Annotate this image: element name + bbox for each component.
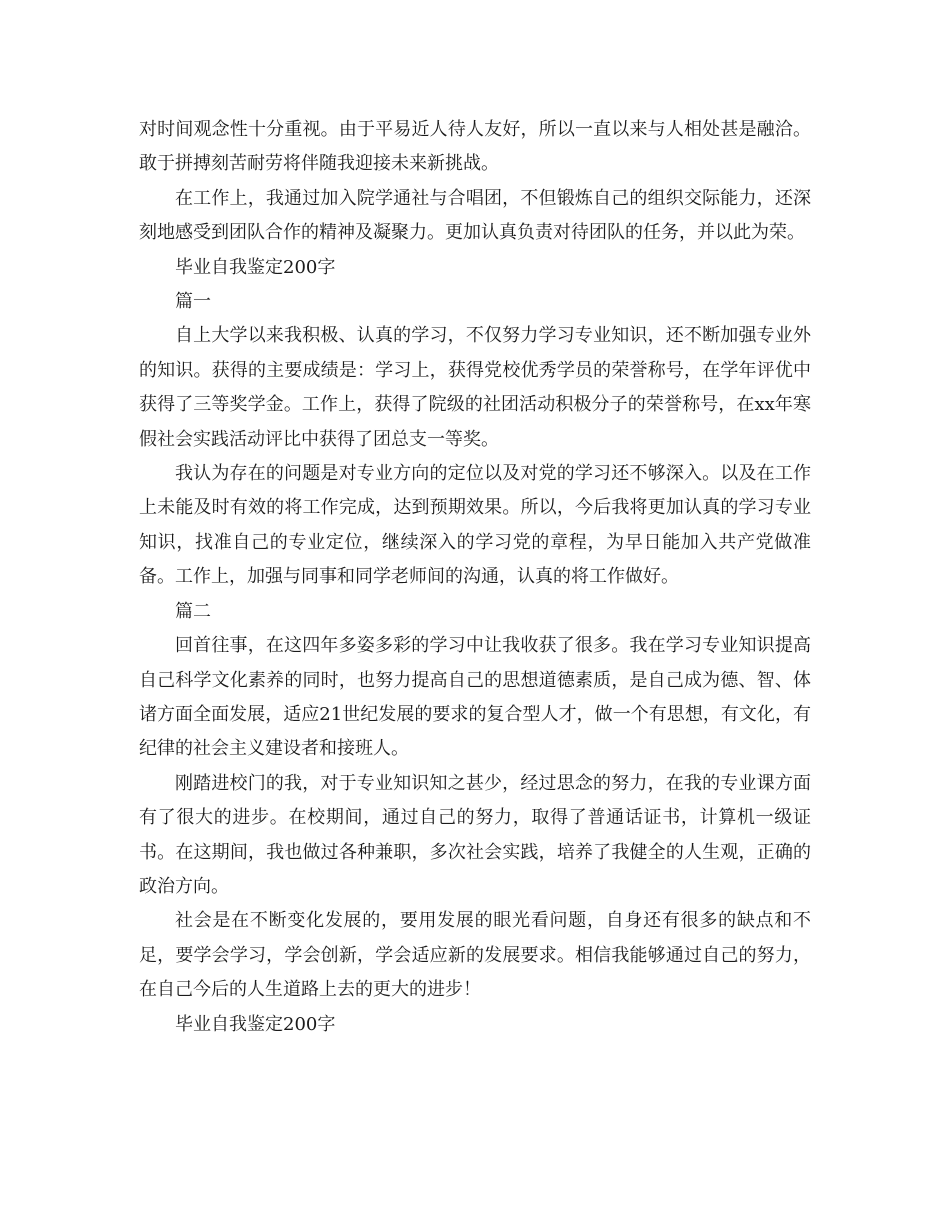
section-heading: 毕业自我鉴定200字 bbox=[175, 256, 336, 278]
paragraph-progress: 刚踏进校门的我，对于专业知识知之甚少，经过思念的努力，在我的专业课方面有了很大的进步。在校期间，通过自己的努力，取得了普通话证书，计算机一级证书。在这期间，我也做过各种兼职，多次社会实践，培养了我健全的人生观，正确的政治方向。 bbox=[139, 772, 811, 897]
section-heading: 毕业自我鉴定200字 bbox=[175, 1013, 336, 1035]
paragraph-reflection: 回首往事，在这四年多姿多彩的学习中让我收获了很多。我在学习专业知识提高自己科学文化素养的同时，也努力提高自己的思想道德素质，是自己成为德、智、体诸方面全面发展，适应21世纪发展的要求的复合型人才，做一个有思想，有文化，有纪律的社会主义建设者和接班人。 bbox=[139, 635, 811, 760]
paragraph-problems: 我认为存在的问题是对专业方向的定位以及对党的学习还不够深入。以及在工作上未能及时有效的将工作完成，达到预期效果。所以，今后我将更加认真的学习专业知识，找准自己的专业定位，继续深入的学习党的章程，为早日能加入共产党做准备。工作上，加强与同事和同学老师间的沟通，认真的将工作做好。 bbox=[139, 463, 811, 588]
subsection-heading: 篇二 bbox=[175, 600, 211, 622]
paragraph-outlook: 社会是在不断变化发展的，要用发展的眼光看问题，自身还有很多的缺点和不足，要学会学习，学会创新，学会适应新的发展要求。相信我能够通过自己的努力，在自己今后的人生道路上去的更大的进步！ bbox=[139, 910, 811, 1001]
paragraph-continuation: 对时间观念性十分重视。由于平易近人待人友好，所以一直以来与人相处甚是融洽。敢于拼搏刻苦耐劳将伴随我迎接未来新挑战。 bbox=[139, 119, 811, 175]
paragraph-work: 在工作上，我通过加入院学通社与合唱团，不但锻炼自己的组织交际能力，还深刻地感受到团队合作的精神及凝聚力。更加认真负责对待团队的任务，并以此为荣。 bbox=[139, 187, 811, 244]
paragraph-achievements: 自上大学以来我积极、认真的学习，不仅努力学习专业知识，还不断加强专业外的知识。获得的主要成绩是：学习上，获得党校优秀学员的荣誉称号，在学年评优中获得了三等奖学金。工作上，获得了院级的社团活动积极分子的荣誉称号，在xx年寒假社会实践活动评比中获得了团总支一等奖。 bbox=[139, 325, 811, 450]
subsection-heading: 篇一 bbox=[175, 291, 211, 313]
document-body bbox=[139, 113, 811, 1042]
